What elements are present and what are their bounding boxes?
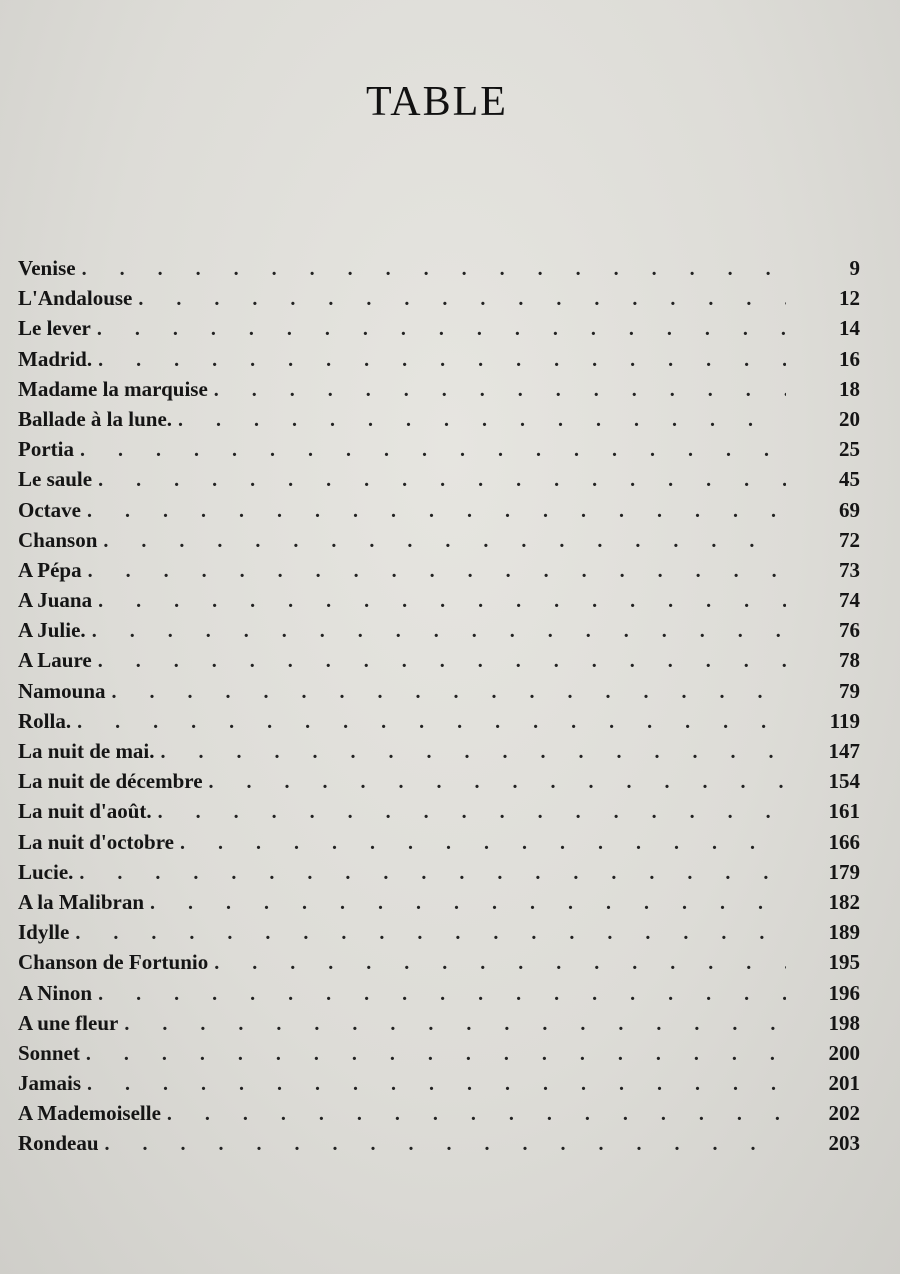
dot-leader: [112, 681, 786, 704]
toc-entry: [18, 377, 860, 407]
toc-entry: [18, 920, 860, 950]
dot-leader: [138, 288, 786, 311]
entry-title: Idylle: [18, 920, 70, 945]
toc-entry: [18, 830, 860, 860]
page-number: 79: [839, 678, 860, 703]
dot-leader: [214, 952, 786, 975]
dot-leader: [124, 1013, 786, 1036]
toc-entry: [18, 618, 860, 648]
dot-leader: [98, 590, 786, 613]
dot-leader: [98, 349, 786, 372]
page-number: 45: [839, 467, 860, 492]
toc-entry: [18, 1041, 860, 1071]
page-number: 25: [839, 437, 860, 462]
page-number: 16: [839, 346, 860, 371]
toc-entry: [18, 648, 860, 678]
toc-entry: [18, 799, 860, 829]
page-number: 203: [828, 1131, 860, 1156]
dot-leader: [87, 500, 786, 523]
entry-title: Le saule: [18, 467, 93, 492]
entry-title: Ballade à la lune.: [18, 406, 173, 431]
entry-title: Rondeau: [18, 1131, 99, 1156]
dot-leader: [178, 409, 786, 432]
toc-entry: [18, 467, 860, 497]
page-number: 200: [828, 1040, 860, 1065]
page-number: 161: [828, 799, 860, 824]
toc-entry: [18, 558, 860, 588]
dot-leader: [105, 1133, 786, 1156]
toc-entry: [18, 407, 860, 437]
dot-leader: [209, 771, 786, 794]
page-number: 196: [828, 980, 860, 1005]
toc-entry: [18, 950, 860, 980]
entry-title: A Ninon: [18, 980, 93, 1005]
dot-leader: [97, 318, 786, 341]
toc-entry: [18, 1131, 860, 1161]
page-number: 18: [839, 376, 860, 401]
page-number: 198: [828, 1010, 860, 1035]
page-number: 182: [828, 889, 860, 914]
entry-title: A Pépa: [18, 557, 82, 582]
entry-title: Namouna: [18, 678, 106, 703]
toc-entry: [18, 739, 860, 769]
table-of-contents: [18, 256, 860, 1162]
entry-title: La nuit de mai.: [18, 739, 155, 763]
dot-leader: [214, 379, 786, 402]
toc-entry: [18, 588, 860, 618]
dot-leader: [80, 439, 786, 462]
toc-entry: [18, 679, 860, 709]
entry-title: Octave: [18, 497, 81, 522]
page-number: 179: [828, 859, 860, 884]
dot-leader: [86, 1043, 786, 1066]
entry-title: A Mademoiselle: [18, 1101, 161, 1126]
toc-entry: [18, 769, 860, 799]
page-number: 76: [839, 618, 860, 643]
entry-title: A Laure: [18, 648, 92, 673]
page-number: 73: [839, 557, 860, 582]
toc-entry: [18, 1071, 860, 1101]
page-number: 154: [828, 769, 860, 794]
toc-entry: [18, 256, 860, 286]
dot-leader: [167, 1103, 786, 1126]
entry-title: A Julie.: [18, 618, 86, 643]
entry-title: Madame la marquise: [18, 376, 208, 401]
page-number: 14: [839, 316, 860, 341]
entry-title: La nuit d'août.: [18, 799, 152, 824]
entry-title: Lucie.: [18, 859, 74, 884]
dot-leader: [77, 711, 786, 734]
entry-title: Venise: [18, 256, 76, 280]
dot-leader: [82, 258, 786, 281]
page-number: 189: [828, 920, 860, 945]
entry-title: A la Malibran: [18, 889, 145, 914]
toc-entry: [18, 498, 860, 528]
toc-entry: [18, 1101, 860, 1131]
page-number: 72: [839, 527, 860, 552]
entry-title: Rolla.: [18, 708, 72, 733]
entry-title: L'Andalouse: [18, 286, 133, 311]
toc-entry: [18, 1011, 860, 1041]
dot-leader: [158, 801, 786, 824]
page-number: 201: [828, 1071, 860, 1096]
dot-leader: [98, 469, 786, 492]
dot-leader: [92, 620, 786, 643]
dot-leader: [87, 1073, 786, 1096]
toc-entry: [18, 890, 860, 920]
dot-leader: [75, 922, 786, 945]
page-number: 202: [828, 1101, 860, 1126]
page-number: 119: [829, 708, 860, 733]
entry-title: La nuit de décembre: [18, 769, 203, 794]
page-number: 195: [828, 950, 860, 975]
dot-leader: [98, 650, 786, 673]
page-number: 9: [849, 256, 860, 280]
entry-title: Jamais: [18, 1071, 81, 1096]
toc-entry: [18, 981, 860, 1011]
page-number: 78: [839, 648, 860, 673]
entry-title: A une fleur: [18, 1010, 119, 1035]
page-number: 147: [828, 739, 860, 763]
dot-leader: [180, 832, 786, 855]
dot-leader: [98, 983, 786, 1006]
entry-title: A Juana: [18, 588, 93, 613]
toc-entry: [18, 709, 860, 739]
entry-title: La nuit d'octobre: [18, 829, 174, 854]
page-title: TABLE: [366, 79, 508, 125]
page-number: 12: [839, 286, 860, 311]
entry-title: Chanson: [18, 527, 98, 552]
dot-leader: [79, 862, 786, 885]
entry-title: Madrid.: [18, 346, 93, 371]
toc-entry: [18, 860, 860, 890]
toc-entry: [18, 286, 860, 316]
toc-entry: [18, 347, 860, 377]
toc-entry: [18, 437, 860, 467]
page-number: 74: [839, 588, 860, 613]
dot-leader: [150, 892, 786, 915]
toc-entry: [18, 528, 860, 558]
entry-title: Portia: [18, 437, 74, 462]
entry-title: Chanson de Fortunio: [18, 950, 209, 975]
page-number: 69: [839, 497, 860, 522]
dot-leader: [161, 741, 786, 764]
entry-title: Sonnet: [18, 1040, 80, 1065]
page-number: 20: [839, 406, 860, 431]
dot-leader: [88, 560, 786, 583]
entry-title: Le lever: [18, 316, 91, 341]
page-number: 166: [828, 829, 860, 854]
toc-entry: [18, 316, 860, 346]
dot-leader: [103, 530, 786, 553]
